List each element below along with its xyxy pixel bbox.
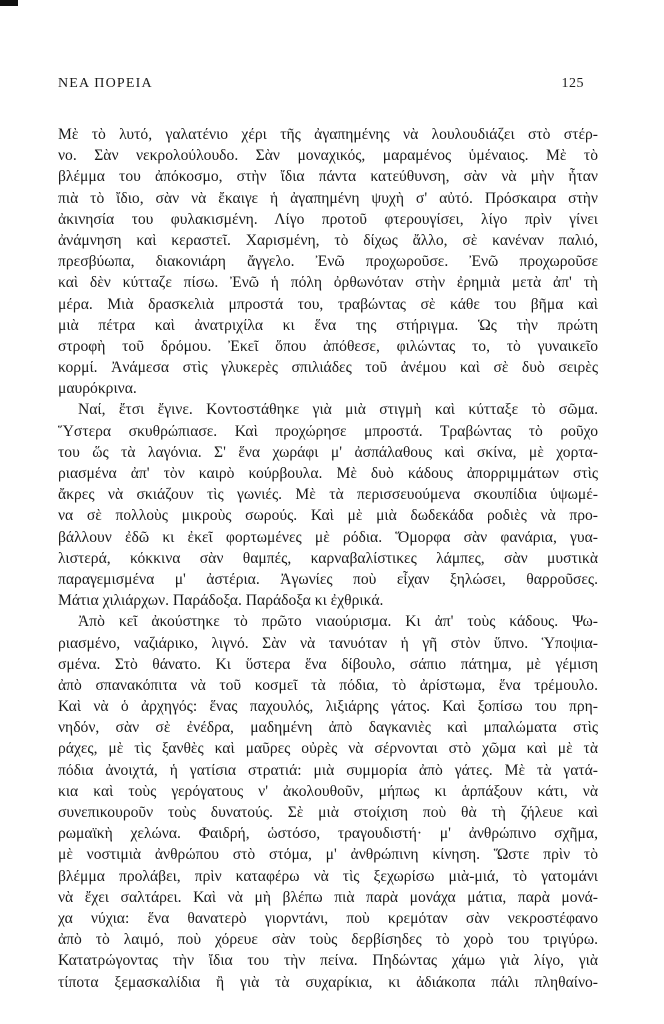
text-line: μιὰ πέτρα καὶ ἀνατριχίλα κι ἕνα της στήριγμα. Ὡς τὴν πρώτη	[58, 316, 598, 334]
text-line: ἀπὸ τὸ λαιμό, ποὺ χόρευε σὰν τοὺς δερβίσηδες τὸ χορὸ του τριγύρω.	[58, 931, 598, 949]
text-line: λιστερά, κόκκινα σὰν θαμπές, καρναβαλίστικες λάμπες, σὰν μυστικὰ	[58, 549, 598, 567]
scan-corner-mark	[0, 0, 18, 6]
text-line: Ὕστερα σκυθρώπιασε. Καὶ προχώρησε μπροστά. Τραβώντας τὸ ροῦχο	[58, 422, 598, 440]
text-line: ράχες, μὲ τὶς ξανθὲς καὶ μαῦρες οὐρὲς νὰ σέρνονται στὸ χῶμα καὶ μὲ τὰ	[58, 740, 598, 758]
paragraph	[58, 399, 598, 611]
text-line: ριασμένο, ναζιάρικο, λιγνό. Σὰν νὰ τανυόταν ἡ γῆ στὸν ὕπνο. Ὑποψια-	[58, 634, 598, 652]
text-line: ἀπὸ σπανακόπιτα νὰ τοῦ κοσμεῖ τὰ πόδια, τὸ ἀρίστωμα, ἕνα τρέμουλο.	[58, 676, 598, 694]
running-head: ΝΕΑ ΠΟΡΕΙΑ	[58, 76, 153, 91]
text-line: νο. Σὰν νεκρολούλουδο. Σὰν μοναχικός, μαραμένος ὑμέναιος. Μὲ τὸ	[58, 147, 598, 165]
text-line: Μάτια χιλιάρχων. Παράδοξα. Παράδοξα κι ἐχθρικά.	[58, 592, 384, 610]
text-line: κια καὶ τοὺς γερόγατους ν' ἀκολουθοῦν, μήπως κι ἁρπάξουν κάτι, νὰ	[58, 782, 598, 800]
text-line: Ναί, ἔτσι ἔγινε. Κοντοστάθηκε γιὰ μιὰ στιγμὴ καὶ κύτταξε τὸ σῶμα.	[78, 401, 598, 419]
text-line: νὰ ἔχει σαλτάρει. Καὶ νὰ μὴ βλέπω πιὰ παρὰ μονάχα μάτια, παρὰ μονά-	[58, 888, 598, 906]
text-line: μὲ νοστιμιὰ ἀνθρώπου στὸ στόμα, μ' ἀνθρώπινη κίνηση. Ὥστε πρὶν τὸ	[58, 846, 598, 864]
page-header	[58, 76, 584, 96]
text-line: παραγεμισμένα μ' ἀστέρια. Ἀγωνίες ποὺ εἶχαν ξηλώσει, θαρροῦσες.	[58, 570, 598, 588]
text-line: μέρα. Μιὰ δρασκελιὰ μπροστά του, τραβώντας σὲ κάθε του βῆμα καὶ	[58, 295, 598, 313]
paragraph	[58, 611, 598, 992]
text-line: ἀκινησία του φυλακισμένη. Λίγο προτοῦ φτερουγίσει, λίγο πρὶν γίνει	[58, 210, 598, 228]
text-line: Καὶ νὰ ὁ ἀρχηγός: ἕνας παχουλός, λιξιάρης γάτος. Καὶ ξοπίσω του πρη-	[58, 698, 598, 716]
text-line: νηδόν, σὰν σὲ ἐνέδρα, μαδημένη ἀπὸ δαγκανιὲς καὶ μπαλώματα στὶς	[58, 719, 598, 737]
text-line: πιὰ τὸ ἴδιο, σὰν νὰ ἔκαιγε ἡ ἀγαπημένη ψυχὴ σ' αὐτό. Πρόσκαιρα στὴν	[58, 189, 598, 207]
text-line: τίποτα ξεμασκαλίδια ἢ γιὰ τὰ συχαρίκια, κι ἀδιάκοπα πάλι πληθαίνο-	[58, 973, 598, 991]
text-line: καὶ δὲν κύτταζε πίσω. Ἐνῶ ἡ πόλη ὀρθωνόταν στὴν ἐρημιὰ μετὰ ἀπ' τὴ	[58, 274, 598, 292]
text-line: στροφὴ τοῦ δρόμου. Ἐκεῖ ὅπου ἀπόθεσε, φιλώντας το, τὸ γυναικεῖο	[58, 337, 598, 355]
text-line: ἄκρες νὰ σκιάζουν τὶς γωνιές. Μὲ τὰ περισσευούμενα σκουπίδια ὑψωμέ-	[58, 486, 598, 504]
text-line: κορμί. Ἀνάμεσα στὶς γλυκερὲς σπιλιάδες τοῦ ἀνέμου καὶ σὲ δυὸ σειρὲς	[58, 359, 598, 377]
text-line: Μὲ τὸ λυτό, γαλατένιο χέρι τῆς ἀγαπημένης νὰ λουλουδιάζει στὸ στέρ-	[58, 126, 598, 143]
text-line: μαυρόκρινα.	[58, 380, 137, 398]
body-text	[58, 124, 598, 993]
text-line: του ὥς τὰ λαγόνια. Σ' ἕνα χωράφι μ' ἀσπάλαθους καὶ σκίνα, μὲ χορτα-	[58, 443, 598, 461]
text-line: πρεσβύωπα, διακονιάρη ἄγγελο. Ἐνῶ προχωροῦσε. Ἐνῶ προχωροῦσε	[58, 253, 598, 271]
paragraph	[58, 124, 598, 399]
page-number: 125	[561, 76, 584, 91]
text-line: σμένα. Στὸ θάνατο. Κι ὕστερα ἕνα δίβουλο, σάπιο πάτημα, μὲ γέμιση	[58, 655, 598, 673]
text-line: Ἀπὸ κεῖ ἀκούστηκε τὸ πρῶτο νιαούρισμα. Κι ἀπ' τοὺς κάδους. Ψω-	[78, 613, 598, 631]
text-line: χα νύχια: ἕνα θανατερὸ γιορντάνι, ποὺ κρεμόταν σὰν νεκροστέφανο	[58, 909, 598, 927]
text-line: ρωμαϊκὴ χελώνα. Φαιδρή, ὡστόσο, τραγουδιστή· μ' ἀνθρώπινο σχῆμα,	[58, 825, 598, 843]
text-line: βάλλουν ἐδῶ κι ἐκεῖ φορτωμένες μὲ ρόδια. Ὅμορφα σὰν φανάρια, γυα-	[58, 528, 598, 546]
text-line: Κατατρώγοντας τὴν ἴδια του τὴν πείνα. Πηδώντας χάμω γιὰ λίγο, γιὰ	[58, 952, 598, 970]
text-line: συνεπικουροῦν τοὺς δυνατούς. Σὲ μιὰ στοίχιση ποὺ θὰ τὴ ζήλευε καὶ	[58, 804, 598, 821]
text-line: βλέμμα προλάβει, πρὶν καταφέρω νὰ τὶς ξεχωρίσω μιὰ-μιά, τὸ γατομάνι	[58, 867, 598, 885]
text-line: βλέμμα του ἀπόκοσμο, στὴν ἴδια πάντα κατεύθυνση, σὰν νὰ μὴν ἦταν	[58, 168, 598, 186]
text-line: να σὲ πολλοὺς μικροὺς σωρούς. Καὶ μὲ μιὰ δωδεκάδα ροδιὲς νὰ προ-	[58, 507, 598, 525]
text-line: ριασμένα ἀπ' τὸν καιρὸ κούρβουλα. Μὲ δυὸ κάδους ἀπορριμμάτων στὶς	[58, 465, 598, 482]
text-line: πόδια ἀνοιχτά, ἡ γατίσια στρατιά: μιὰ συμμορία ἀπὸ γάτες. Μὲ τὰ γατά-	[58, 761, 598, 779]
text-line: ἀνάμνηση καὶ κεραστεῖ. Χαρισμένη, τὸ δίχως ἄλλο, σὲ κανέναν παλιό,	[58, 231, 598, 249]
